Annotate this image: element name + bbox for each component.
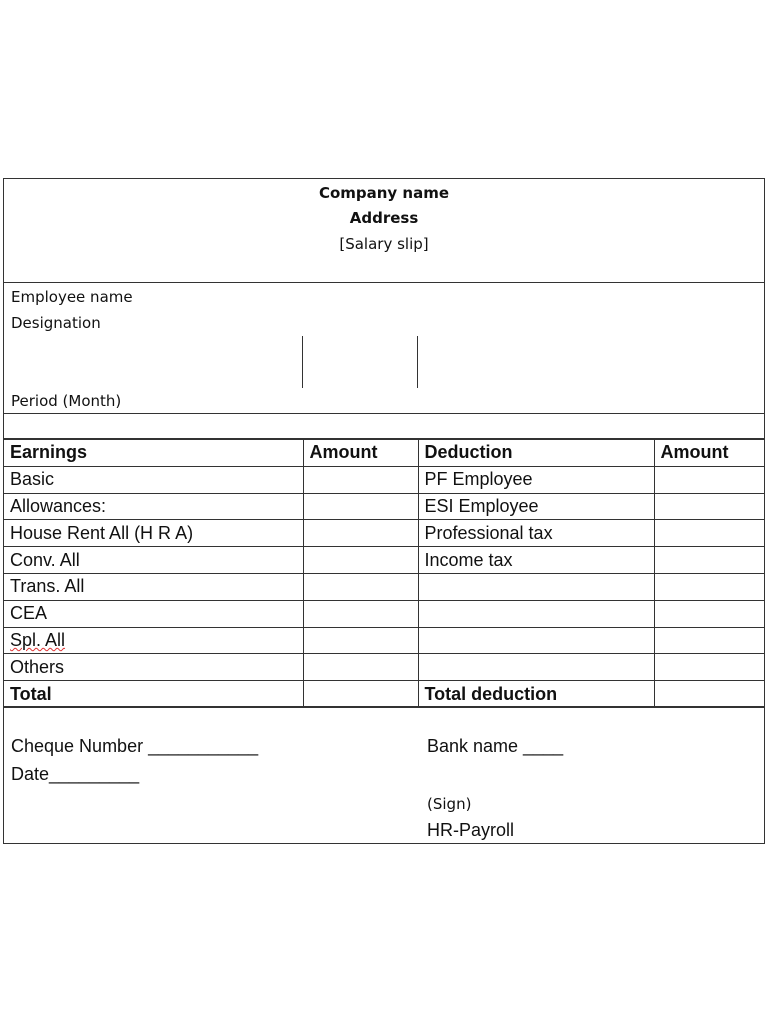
table-row: [4, 493, 764, 520]
deduction-label: [418, 627, 654, 654]
deduction-amount-cell[interactable]: [654, 600, 764, 627]
earning-amount-cell[interactable]: [303, 493, 418, 520]
deduction-amount-header: Amount: [654, 440, 764, 467]
blank-row: [4, 413, 764, 439]
earning-amount-cell[interactable]: [303, 627, 418, 654]
company-address: Address: [349, 209, 419, 227]
table-header-row: [4, 440, 764, 467]
slip-header: [4, 179, 764, 283]
company-name: Company name: [318, 184, 450, 202]
table-row: [4, 520, 764, 547]
earning-label: House Rent All (H R A): [4, 520, 303, 547]
earnings-header: Earnings: [4, 440, 303, 467]
deduction-header: Deduction: [418, 440, 654, 467]
slip-footer: [4, 706, 764, 843]
earnings-amount-header: Amount: [303, 440, 418, 467]
deduction-amount-cell[interactable]: [654, 547, 764, 574]
earnings-deductions-table: [4, 439, 764, 708]
divider-line: [302, 336, 303, 388]
cheque-number-field[interactable]: Cheque Number ___________: [11, 736, 259, 756]
deduction-amount-cell[interactable]: [654, 654, 764, 681]
table-row: [4, 547, 764, 574]
earning-amount-cell[interactable]: [303, 654, 418, 681]
earning-amount-cell[interactable]: [303, 520, 418, 547]
deduction-label: PF Employee: [418, 466, 654, 493]
sign-label: (Sign): [427, 795, 472, 813]
deduction-label: [418, 654, 654, 681]
earning-amount-cell[interactable]: [303, 466, 418, 493]
employee-info: [4, 282, 764, 414]
table-row: [4, 627, 764, 654]
deduction-amount-cell[interactable]: [654, 466, 764, 493]
deduction-label: Income tax: [418, 547, 654, 574]
earning-label: Trans. All: [4, 573, 303, 600]
total-deduction-label: Total deduction: [418, 681, 654, 708]
deduction-amount-cell[interactable]: [654, 520, 764, 547]
earning-label: CEA: [4, 600, 303, 627]
table-row: [4, 600, 764, 627]
total-earnings-amount[interactable]: [303, 681, 418, 708]
slip-title: [Salary slip]: [339, 235, 429, 253]
deduction-amount-cell[interactable]: [654, 573, 764, 600]
earning-amount-cell[interactable]: [303, 573, 418, 600]
deduction-label: ESI Employee: [418, 493, 654, 520]
total-label: Total: [4, 681, 303, 708]
deduction-label: Professional tax: [418, 520, 654, 547]
bank-name-field[interactable]: Bank name ____: [427, 736, 564, 756]
deduction-label: [418, 573, 654, 600]
divider-line: [417, 336, 418, 388]
earning-label: Conv. All: [4, 547, 303, 574]
earning-label: Basic: [4, 466, 303, 493]
earning-amount-cell[interactable]: [303, 547, 418, 574]
earning-label: Allowances:: [4, 493, 303, 520]
salary-slip: [3, 178, 765, 844]
period-label: Period (Month): [11, 392, 122, 410]
designation-label: Designation: [11, 314, 101, 332]
employee-name-label: Employee name: [11, 288, 133, 306]
deduction-amount-cell[interactable]: [654, 627, 764, 654]
table-row: [4, 466, 764, 493]
table-row: [4, 654, 764, 681]
earning-amount-cell[interactable]: [303, 600, 418, 627]
deduction-amount-cell[interactable]: [654, 493, 764, 520]
date-field[interactable]: Date_________: [11, 764, 140, 784]
earning-label: Others: [4, 654, 303, 681]
total-deduction-amount[interactable]: [654, 681, 764, 708]
total-row: [4, 681, 764, 708]
table-row: [4, 573, 764, 600]
spl-all-label: Spl. All: [10, 629, 66, 650]
hr-payroll-label: HR-Payroll: [427, 820, 515, 840]
earning-label: [4, 627, 303, 654]
deduction-label: [418, 600, 654, 627]
